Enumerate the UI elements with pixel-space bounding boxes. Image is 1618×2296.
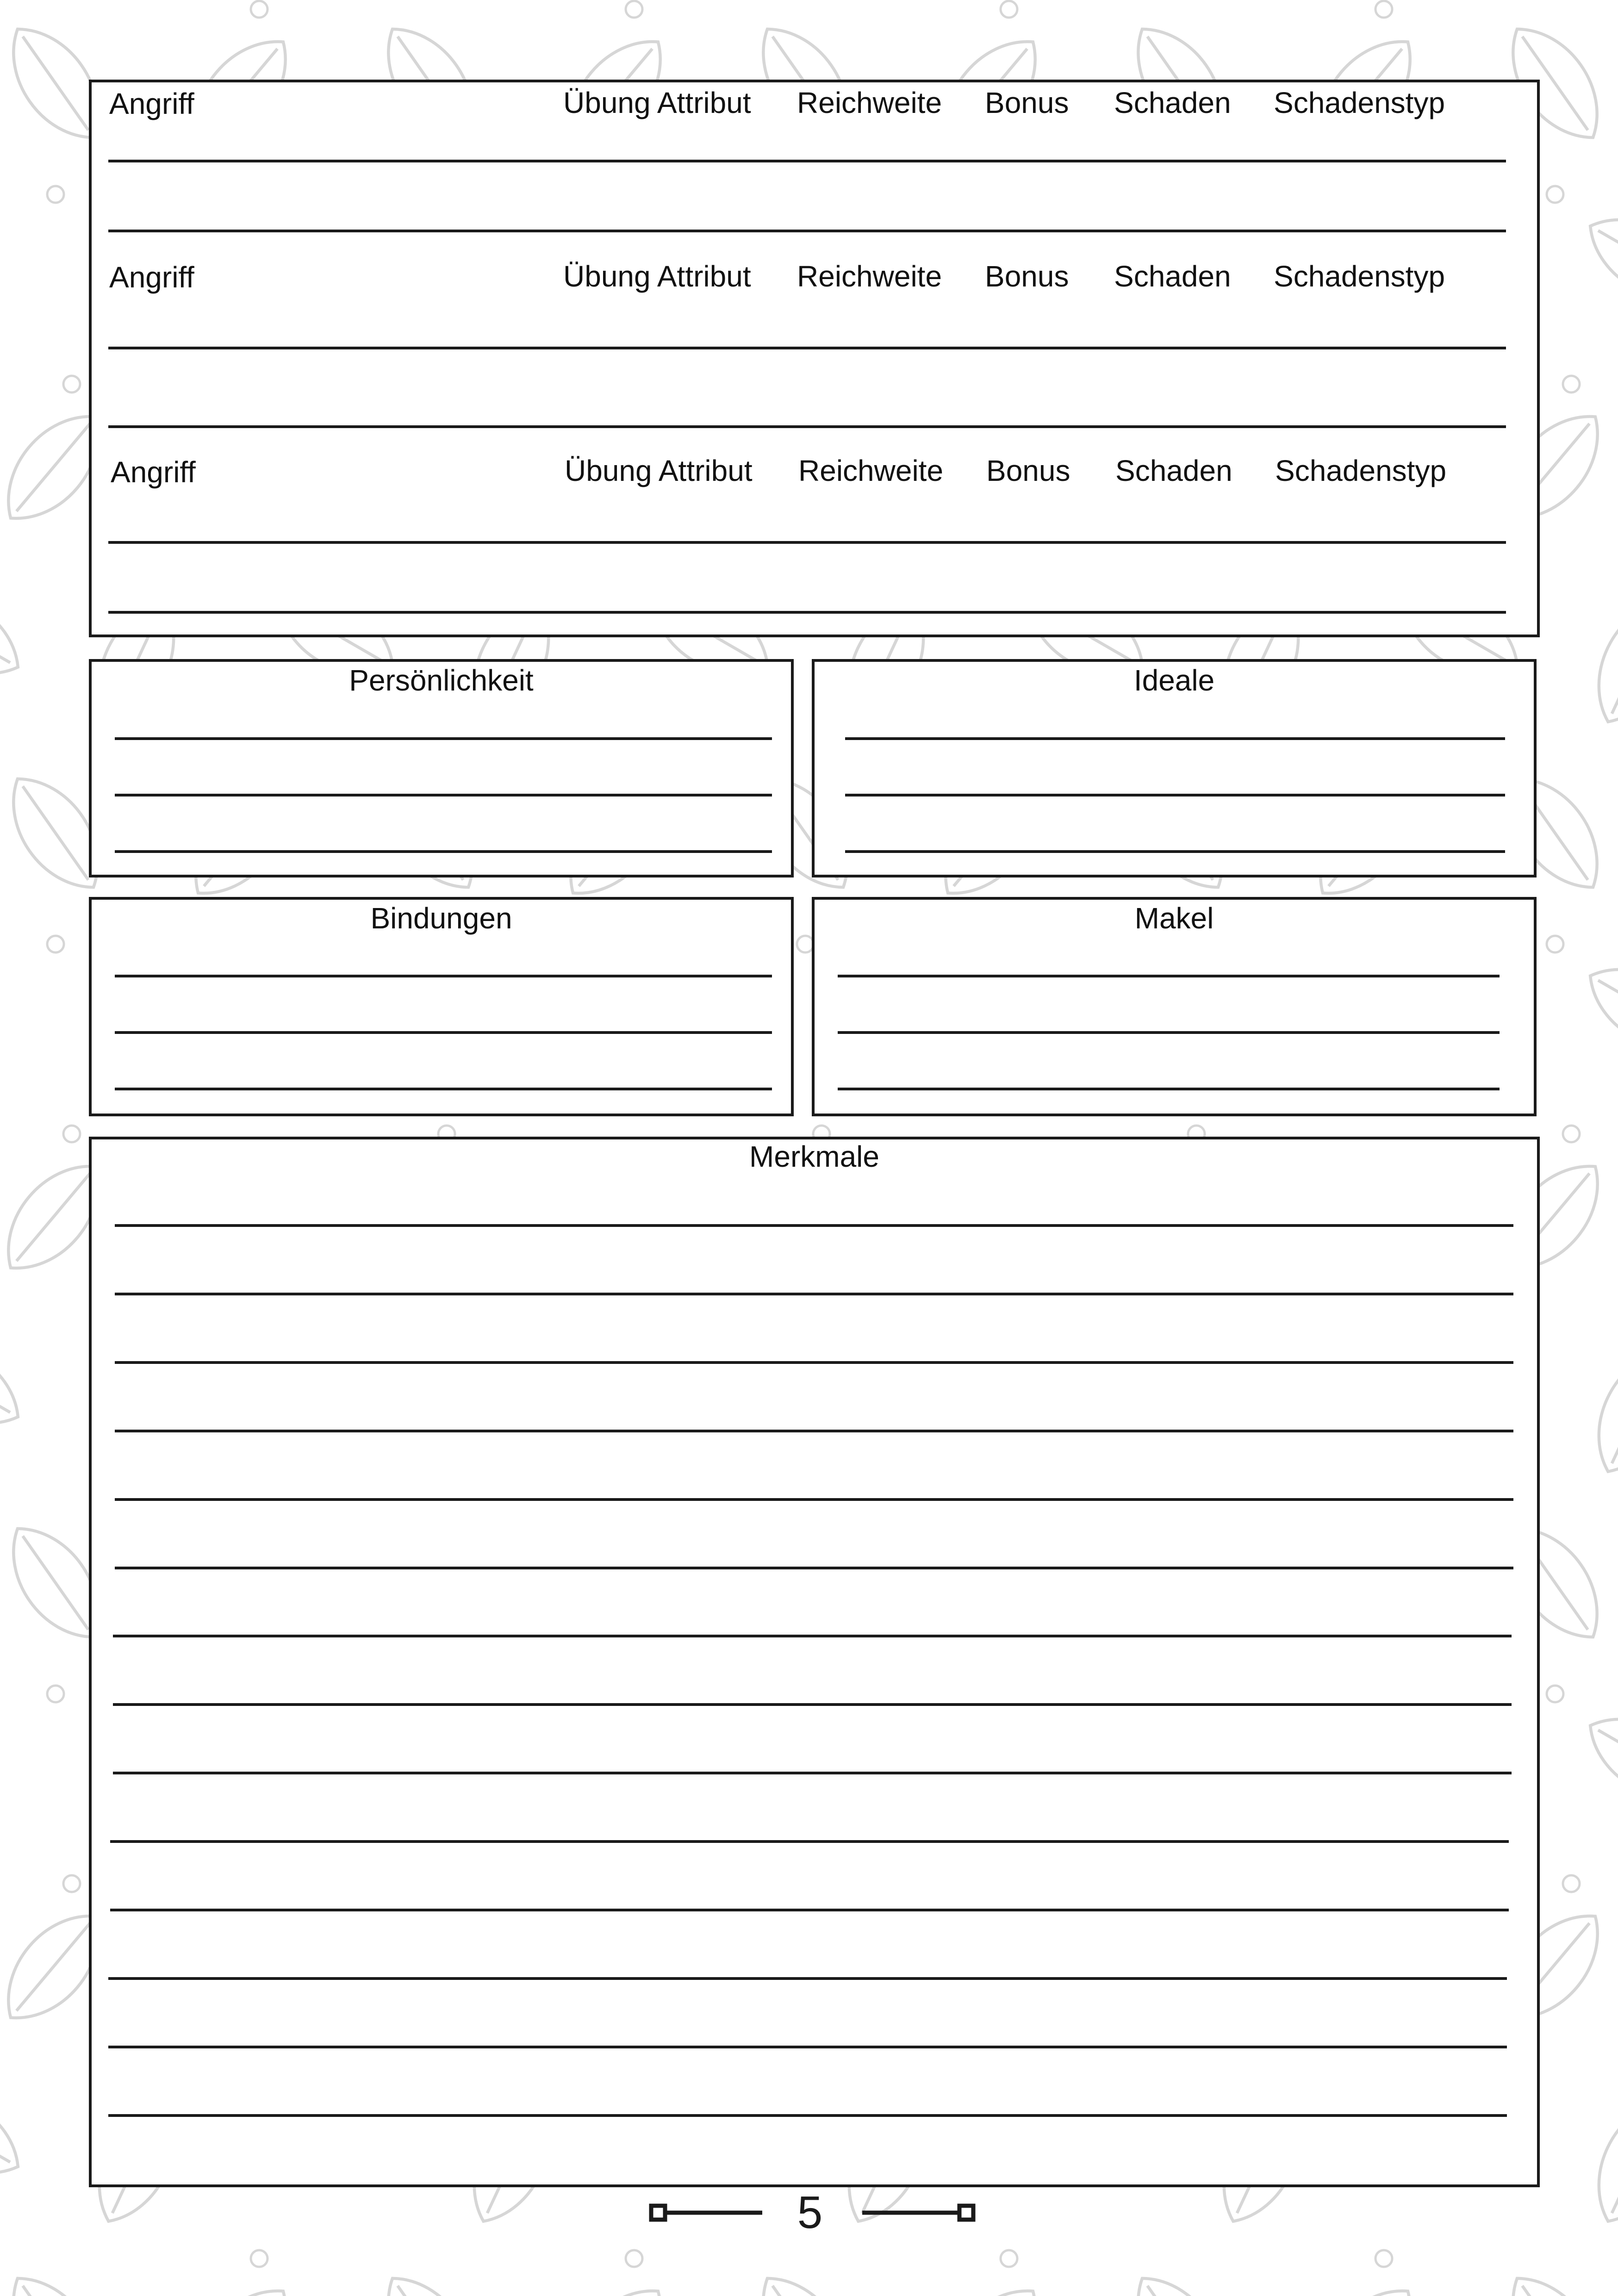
write-line[interactable] [108, 2046, 1507, 2048]
leaf-icon [367, 2260, 494, 2296]
leaf-icon [1580, 1338, 1618, 1485]
write-line[interactable] [838, 1031, 1500, 1034]
attack-range-header: Reichweite [797, 260, 942, 293]
leaf-icon [1116, 2260, 1244, 2296]
attack-range-header: Reichweite [798, 454, 944, 487]
attack-proficiency-header: Übung Attribut [565, 454, 753, 487]
leaf-icon [0, 214, 6, 361]
bonds-title: Bindungen [370, 902, 512, 935]
write-line[interactable] [115, 794, 772, 796]
dot-icon [1563, 376, 1580, 392]
write-line[interactable] [115, 1088, 772, 1090]
write-line[interactable] [108, 160, 1506, 162]
write-line[interactable] [108, 425, 1506, 428]
dot-icon [1563, 1875, 1580, 1892]
write-line[interactable] [113, 1772, 1512, 1774]
write-line[interactable] [838, 1088, 1500, 1090]
write-line[interactable] [110, 1909, 1509, 1911]
attack-name-header: Angriff [109, 261, 194, 294]
personality-box [89, 659, 794, 877]
write-line[interactable] [115, 975, 772, 977]
dot-icon [1001, 2250, 1017, 2267]
attack-damage-header: Schaden [1115, 454, 1232, 487]
leaf-icon [1574, 948, 1618, 1069]
attacks-box [89, 80, 1540, 637]
leaf-icon [1574, 199, 1618, 319]
dot-icon [251, 1, 268, 18]
bonds-box [89, 897, 794, 1116]
attack-name-header: Angriff [109, 87, 194, 120]
write-line[interactable] [115, 1498, 1513, 1501]
attack-proficiency-header: Übung Attribut [563, 86, 751, 119]
features-box [89, 1137, 1540, 2187]
write-line[interactable] [110, 1840, 1509, 1843]
leaf-icon [741, 2260, 869, 2296]
dot-icon [626, 1, 642, 18]
dot-icon [47, 1686, 64, 1702]
dot-icon [1563, 1126, 1580, 1142]
write-line[interactable] [115, 737, 772, 740]
write-line[interactable] [115, 1224, 1513, 1227]
dot-icon [626, 2250, 642, 2267]
ideals-box [812, 659, 1537, 877]
write-line[interactable] [108, 347, 1506, 349]
write-line[interactable] [115, 1293, 1513, 1295]
features-title: Merkmale [749, 1140, 879, 1173]
ideals-title: Ideale [1133, 664, 1215, 697]
flaws-box [812, 897, 1537, 1116]
leaf-icon [0, 2260, 119, 2296]
dot-icon [1001, 1, 1017, 18]
write-line[interactable] [113, 1635, 1512, 1637]
page-number: 5 [797, 2187, 823, 2238]
leaf-icon [549, 2271, 682, 2296]
write-line[interactable] [838, 975, 1500, 977]
leaf-icon [0, 964, 6, 1110]
write-line[interactable] [108, 2114, 1507, 2117]
attack-damage-header: Schaden [1114, 86, 1231, 119]
dot-icon [63, 1875, 80, 1892]
dot-icon [1375, 1, 1392, 18]
dot-icon [63, 1126, 80, 1142]
write-line[interactable] [113, 1703, 1512, 1706]
write-line[interactable] [845, 737, 1505, 740]
write-line[interactable] [115, 1567, 1513, 1569]
write-line[interactable] [845, 850, 1505, 853]
dot-icon [1375, 2250, 1392, 2267]
leaf-icon [924, 2271, 1057, 2296]
leaf-icon [0, 2073, 34, 2194]
leaf-icon [174, 2271, 307, 2296]
dot-icon [63, 376, 80, 392]
dot-icon [47, 936, 64, 952]
leaf-icon [0, 573, 34, 694]
write-line[interactable] [115, 1361, 1513, 1364]
leaf-icon [1580, 589, 1618, 735]
attack-bonus-header: Bonus [985, 86, 1069, 119]
write-line[interactable] [108, 230, 1506, 232]
dot-icon [1547, 186, 1563, 203]
write-line[interactable] [845, 794, 1505, 796]
flaws-title: Makel [1134, 902, 1214, 935]
attack-proficiency-header: Übung Attribut [563, 260, 751, 293]
attack-damage-type-header: Schadenstyp [1275, 454, 1447, 487]
leaf-icon [1574, 1698, 1618, 1819]
dot-icon [1547, 936, 1563, 952]
leaf-icon [0, 1323, 34, 1444]
page-footer [643, 2187, 977, 2238]
write-line[interactable] [115, 1031, 772, 1034]
attack-damage-type-header: Schadenstyp [1274, 260, 1445, 293]
leaf-icon [1491, 2260, 1618, 2296]
write-line[interactable] [108, 541, 1506, 544]
footer-ornament-right [861, 2187, 981, 2238]
dot-icon [797, 936, 814, 952]
attack-name-header: Angriff [111, 455, 196, 489]
attack-damage-type-header: Schadenstyp [1274, 86, 1445, 119]
attack-damage-header: Schaden [1114, 260, 1231, 293]
attack-bonus-header: Bonus [986, 454, 1070, 487]
leaf-icon [0, 1713, 6, 1860]
attack-bonus-header: Bonus [985, 260, 1069, 293]
leaf-icon [1580, 2088, 1618, 2235]
write-line[interactable] [115, 850, 772, 853]
dot-icon [1547, 1686, 1563, 1702]
dot-icon [251, 2250, 268, 2267]
write-line[interactable] [115, 1430, 1513, 1432]
attack-range-header: Reichweite [797, 86, 942, 119]
personality-title: Persönlichkeit [349, 664, 534, 697]
write-line[interactable] [108, 611, 1506, 614]
write-line[interactable] [108, 1977, 1507, 1980]
dot-icon [47, 186, 64, 203]
leaf-icon [1299, 2271, 1432, 2296]
